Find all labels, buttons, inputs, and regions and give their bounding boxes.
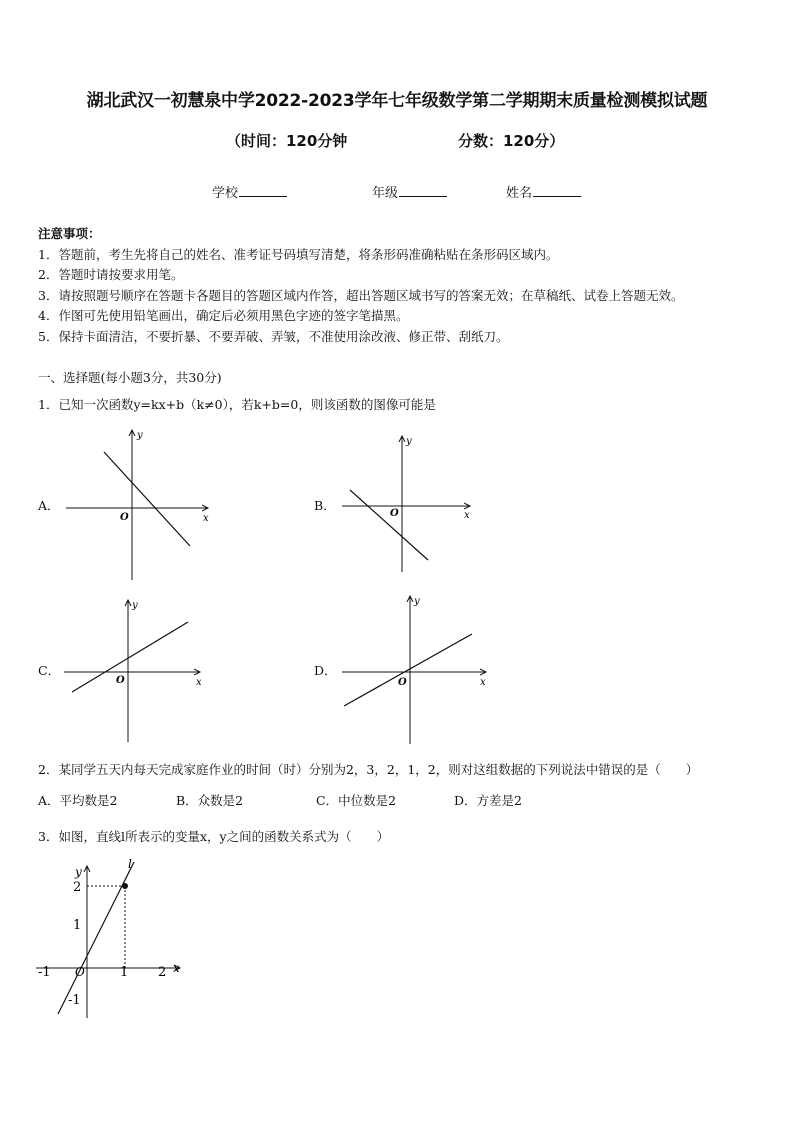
exam-score: 分数：120分） (458, 132, 565, 150)
point-1-2 (122, 883, 128, 889)
question-3-text: 3．如图，直线l所表示的变量x，y之间的函数关系式为（ ） (38, 829, 390, 844)
origin-label: O (390, 508, 399, 519)
x-axis-label: x (173, 961, 180, 975)
question-2-text: 2．某同学五天内每天完成家庭作业的时间（时）分别为2，3，2，1，2，则对这组数据的下列说法中错误的是（ ） (38, 762, 699, 777)
line-label: l (128, 857, 132, 871)
q1-graph-a[interactable] (60, 424, 220, 584)
exam-time: （时间：120分钟 (226, 132, 348, 150)
note-item: 2．答题时请按要求用笔。 (38, 267, 184, 283)
school-blank[interactable] (239, 184, 287, 197)
school-field[interactable] (212, 182, 287, 201)
q1-option-d-label[interactable]: D． (314, 663, 337, 678)
y-axis-label: y (132, 600, 138, 611)
origin-label: O (120, 512, 129, 523)
name-label: 姓名 (506, 186, 533, 201)
note-item: 5．保持卡面清洁，不要折暴、不要弄破、弄皱，不准使用涂改液、修正带、刮纸刀。 (38, 328, 509, 344)
note-item: 3．请按照题号顺序在答题卡各题目的答题区域内作答，超出答题区域书写的答案无效；在草稿纸、试卷上答题无效。 (38, 287, 684, 303)
x-axis-label: x (203, 513, 209, 524)
q1-graph-c[interactable] (60, 596, 210, 746)
x-axis-label: x (464, 510, 470, 521)
name-blank[interactable] (533, 184, 581, 197)
q1-option-c-label[interactable]: C． (38, 663, 61, 678)
origin-label: O (75, 965, 85, 979)
name-field[interactable] (506, 182, 581, 201)
q2-option-d[interactable]: D．方差是2 (454, 793, 522, 808)
x-axis-label: x (196, 677, 202, 688)
y-axis-label: y (406, 436, 412, 447)
question-1-text: 1．已知一次函数y=kx+b（k≠0），若k+b=0，则该函数的图像可能是 (38, 397, 436, 412)
x-tick-label: 1 (120, 965, 129, 980)
notes-block (38, 224, 683, 348)
notes-heading: 注意事项： (38, 226, 101, 241)
note-item: 1．答题前，考生先将自己的姓名、准考证号码填写清楚，将条形码准确粘贴在条形码区域内。 (38, 246, 559, 262)
grade-blank[interactable] (399, 184, 447, 197)
y-tick-label: 2 (73, 880, 82, 895)
y-axis-label: y (137, 430, 143, 441)
q1-graph-b[interactable] (336, 432, 486, 577)
function-line (104, 452, 190, 546)
x-tick-label: -1 (38, 965, 51, 980)
function-line (350, 490, 428, 560)
school-label: 学校 (212, 186, 239, 201)
section-heading: 一、选择题(每小题3分，共30分) (38, 370, 222, 385)
q2-options (38, 791, 522, 809)
x-axis-label: x (480, 677, 486, 688)
grade-label: 年级 (372, 186, 399, 201)
q1-option-b-label[interactable]: B． (314, 498, 336, 513)
q1-graph-d[interactable] (336, 592, 496, 747)
q3-graph (30, 852, 190, 1024)
function-line (344, 634, 472, 706)
q2-option-a[interactable]: A．平均数是2 (38, 793, 118, 808)
y-axis-label: y (75, 865, 82, 879)
q2-option-c[interactable]: C．中位数是2 (316, 793, 397, 808)
y-axis-label: y (414, 596, 420, 607)
exam-title: 湖北武汉一初慧泉中学2022-2023学年七年级数学第二学期期末质量检测模拟试题 (86, 91, 708, 111)
function-line (72, 622, 188, 692)
q1-option-a-label[interactable]: A． (38, 498, 60, 513)
x-tick-label: 2 (158, 965, 167, 980)
y-tick-label: 1 (73, 918, 82, 933)
y-tick-label: -1 (68, 993, 81, 1008)
q2-option-b[interactable]: B．众数是2 (176, 793, 244, 808)
origin-label: O (116, 675, 125, 686)
grade-field[interactable] (372, 182, 447, 201)
origin-label: O (398, 677, 407, 688)
note-item: 4．作图可先使用铅笔画出，确定后必须用黑色字迹的签字笔描黑。 (38, 308, 409, 324)
